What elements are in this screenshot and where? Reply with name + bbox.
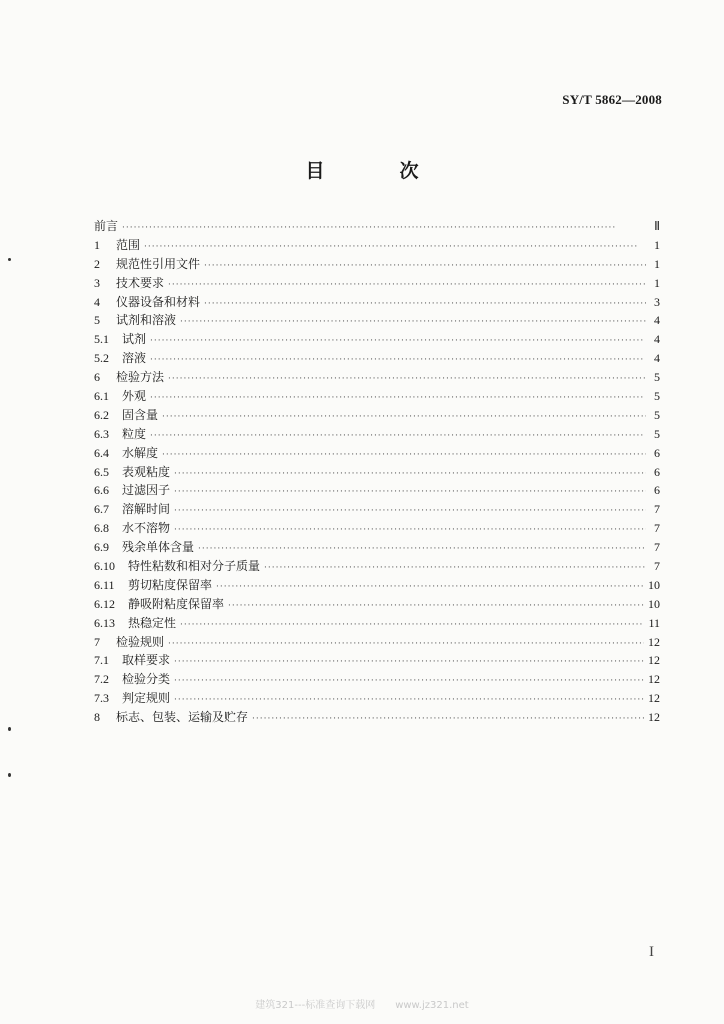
toc-entry[interactable] <box>94 444 660 463</box>
toc-entry-number: 6.10 <box>94 559 115 574</box>
toc-entry[interactable] <box>94 557 660 576</box>
toc-leader-dots <box>122 219 646 238</box>
toc-entry-page: 10 <box>648 577 660 592</box>
toc-leader-dots <box>174 483 646 502</box>
toc-entry-page: Ⅱ <box>654 219 660 233</box>
toc-entry-page: 5 <box>654 407 660 422</box>
toc-entry[interactable] <box>94 576 660 595</box>
toc-entry-number: 6.12 <box>94 596 115 611</box>
toc-leader-dots <box>168 635 644 654</box>
toc-entry-label: 水解度 <box>122 445 159 460</box>
toc-entry-label: 表观粘度 <box>122 464 171 479</box>
toc-entry[interactable] <box>94 293 660 312</box>
toc-entry-number: 6.13 <box>94 615 115 630</box>
page-title: 目 次 <box>305 160 447 182</box>
toc-entry-label: 残余单体含量 <box>122 540 195 555</box>
toc-entry[interactable] <box>94 500 660 519</box>
toc-entry-label: 检验方法 <box>116 370 165 385</box>
toc-entry[interactable] <box>94 274 660 293</box>
toc-entry[interactable] <box>94 595 660 614</box>
toc-leader-dots <box>264 559 646 578</box>
toc-entry[interactable] <box>94 406 660 425</box>
toc-entry-page: 7 <box>654 502 660 517</box>
toc-entry-page: 6 <box>654 445 660 460</box>
toc-entry-number: 7 <box>94 634 100 649</box>
toc-entry-number: 7.1 <box>94 653 109 668</box>
toc-entry-page: 7 <box>654 540 660 555</box>
toc-entry[interactable] <box>94 236 660 255</box>
toc-entry-page: 1 <box>654 237 660 252</box>
toc-entry-number: 5.1 <box>94 332 109 347</box>
toc-entry-label: 水不溶物 <box>122 521 171 536</box>
toc-entry-number: 6.9 <box>94 540 109 555</box>
toc-entry-label: 判定规则 <box>122 691 171 706</box>
toc-entry-number: 6.3 <box>94 426 109 441</box>
toc-entry[interactable] <box>94 708 660 727</box>
toc-entry[interactable] <box>94 538 660 557</box>
toc-entry[interactable] <box>94 368 660 387</box>
toc-leader-dots <box>228 597 644 616</box>
toc-leader-dots <box>204 257 646 276</box>
toc-entry-number: 6 <box>94 370 100 385</box>
toc-entry-label: 取样要求 <box>122 653 171 668</box>
toc-entry-page: 4 <box>654 313 660 328</box>
toc-entry[interactable] <box>94 633 660 652</box>
toc-entry-page: 4 <box>654 332 660 347</box>
toc-entry-page: 7 <box>654 521 660 536</box>
toc-leader-dots <box>168 370 646 389</box>
toc-entry-number: 5 <box>94 313 100 328</box>
toc-entry-page: 5 <box>654 370 660 385</box>
toc-entry[interactable] <box>94 330 660 349</box>
toc-entry-number: 6.1 <box>94 389 109 404</box>
toc-entry-page: 6 <box>654 464 660 479</box>
toc-leader-dots <box>168 276 646 295</box>
toc-entry-page: 1 <box>654 275 660 290</box>
toc-entry-label: 仪器设备和材料 <box>116 294 201 309</box>
toc-entry-number: 5.2 <box>94 351 109 366</box>
toc-entry-label: 特性粘数和相对分子质量 <box>128 559 261 574</box>
toc-leader-dots <box>150 351 646 370</box>
toc-leader-dots <box>174 521 646 540</box>
toc-leader-dots <box>144 238 646 257</box>
toc-entry[interactable] <box>94 651 660 670</box>
toc-entry-page: 1 <box>654 256 660 271</box>
toc-entry-label: 热稳定性 <box>128 615 177 630</box>
toc-leader-dots <box>252 710 644 729</box>
toc-leader-dots <box>180 616 644 635</box>
toc-entry-number: 6.11 <box>94 577 115 592</box>
toc-entry-number: 3 <box>94 275 100 290</box>
toc-entry-number: 4 <box>94 294 100 309</box>
toc-leader-dots <box>204 295 646 314</box>
toc-leader-dots <box>174 502 646 521</box>
scan-speck <box>8 773 11 777</box>
toc-entry-number: 6.2 <box>94 407 109 422</box>
toc-entry-page: 12 <box>648 634 660 649</box>
toc-leader-dots <box>150 389 646 408</box>
toc-entry[interactable] <box>94 481 660 500</box>
toc-entry-number: 7.3 <box>94 691 109 706</box>
toc-entry[interactable] <box>94 463 660 482</box>
toc-entry-number: 2 <box>94 256 100 271</box>
toc-leader-dots <box>174 672 644 691</box>
toc-entry-label: 试剂 <box>122 332 147 347</box>
scan-speck <box>8 258 11 261</box>
toc-entry-number: 6.6 <box>94 483 109 498</box>
toc-leader-dots <box>216 578 644 597</box>
toc-entry[interactable] <box>94 255 660 274</box>
toc-entry-label: 固含量 <box>122 407 159 422</box>
toc-entry[interactable] <box>94 387 660 406</box>
toc-entry-number: 7.2 <box>94 672 109 687</box>
toc-entry-label: 剪切粘度保留率 <box>128 577 213 592</box>
toc-entry-number: 1 <box>94 237 100 252</box>
toc-entry-page: 12 <box>648 710 660 725</box>
toc-entry[interactable] <box>94 217 660 236</box>
toc-leader-dots <box>174 653 644 672</box>
toc-entry-label: 标志、包装、运输及贮存 <box>116 710 249 725</box>
toc-leader-dots <box>150 427 646 446</box>
toc-entry-label: 技术要求 <box>116 275 165 290</box>
page-number: I <box>649 944 654 960</box>
toc-entry-page: 3 <box>654 294 660 309</box>
toc-entry[interactable] <box>94 689 660 708</box>
toc-leader-dots <box>162 408 646 427</box>
table-of-contents <box>94 217 660 727</box>
toc-entry-label: 检验规则 <box>116 634 165 649</box>
toc-entry-label: 过滤因子 <box>122 483 171 498</box>
toc-entry-number: 6.5 <box>94 464 109 479</box>
toc-entry-label: 静吸附粘度保留率 <box>128 596 225 611</box>
toc-entry[interactable] <box>94 349 660 368</box>
toc-entry[interactable] <box>94 670 660 689</box>
toc-entry[interactable] <box>94 425 660 444</box>
toc-leader-dots <box>174 465 646 484</box>
toc-entry-label: 溶液 <box>122 351 147 366</box>
toc-entry-label: 试剂和溶液 <box>116 313 177 328</box>
toc-entry-page: 5 <box>654 389 660 404</box>
toc-entry-number: 8 <box>94 710 100 725</box>
toc-leader-dots <box>150 332 646 351</box>
toc-entry-label: 前言 <box>94 219 119 233</box>
toc-entry-number: 6.4 <box>94 445 109 460</box>
toc-entry-number: 6.8 <box>94 521 109 536</box>
toc-entry[interactable] <box>94 311 660 330</box>
watermark-footer: 建筑321---标准查询下载网 www.jz321.net <box>255 1000 469 1011</box>
toc-entry-page: 10 <box>648 596 660 611</box>
toc-entry-label: 外观 <box>122 389 147 404</box>
toc-entry-label: 溶解时间 <box>122 502 171 517</box>
toc-entry-page: 12 <box>648 691 660 706</box>
toc-entry-page: 12 <box>648 672 660 687</box>
toc-entry[interactable] <box>94 614 660 633</box>
toc-entry-label: 检验分类 <box>122 672 171 687</box>
scan-speck <box>8 727 11 731</box>
toc-entry-page: 6 <box>654 483 660 498</box>
toc-leader-dots <box>162 446 646 465</box>
toc-entry-number: 6.7 <box>94 502 109 517</box>
document-code: SY/T 5862—2008 <box>562 92 662 107</box>
toc-leader-dots <box>198 540 646 559</box>
toc-entry-label: 规范性引用文件 <box>116 256 201 271</box>
toc-entry-label: 范围 <box>116 237 141 252</box>
toc-entry[interactable] <box>94 519 660 538</box>
toc-leader-dots <box>180 313 646 332</box>
toc-entry-label: 粒度 <box>122 426 147 441</box>
toc-entry-page: 12 <box>648 653 660 668</box>
toc-entry-page: 11 <box>648 615 660 630</box>
toc-entry-page: 5 <box>654 426 660 441</box>
toc-entry-page: 7 <box>654 559 660 574</box>
toc-entry-page: 4 <box>654 351 660 366</box>
